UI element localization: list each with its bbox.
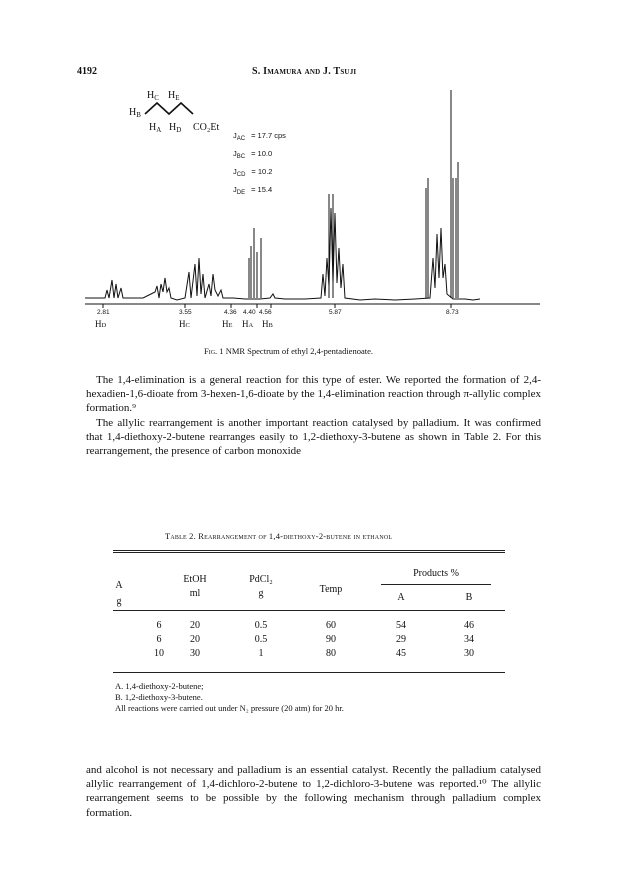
paragraph-closing: and alcohol is not necessary and palladium is an essential catalyst. Recently the palladium catalysed allylic rearrangement of 1,4-dichloro-2-butene to 1,2-dichloro-3-butene was reported.¹⁰ The allylic rearrangement seems to be possible by the following mechanism through palladium complex formation. [86, 764, 541, 819]
tick-3-55: 3.55 [179, 309, 192, 316]
ethyl-pentadienoate-structure [145, 103, 193, 114]
figure-caption-label: Fig. 1 [204, 346, 224, 356]
table-note-conditions: All reactions were carried out under N₂ pressure (20 atm) for 20 hr. [115, 703, 344, 713]
peak-label-ha: HA [242, 319, 254, 329]
running-head: S. Imamura and J. Tsuji [252, 66, 357, 77]
label-hb: $H_B$ [129, 107, 141, 119]
tick-4-36: 4.36 [224, 309, 237, 316]
table-note-b: B. 1,2-diethoxy-3-butene. [115, 692, 203, 702]
coupling-jde: $J_{DE} = 15.4$ [233, 185, 273, 196]
col-head-g: g [116, 596, 122, 607]
col-head-pdcl2: PdCl₂ [249, 574, 273, 585]
tick-5-87: 5.87 [329, 309, 342, 316]
label-hd: $H_D$ [169, 122, 182, 134]
table-2: A g EtOH ml PdCl₂ g Temp Products % A B 6 20 0.5 60 54 46 6 20 0.5 90 29 34 10 30 1 80 45 30 [113, 550, 505, 710]
figure-caption [204, 346, 373, 356]
tick-8-73: 8.73 [446, 309, 459, 316]
coupling-jcd: $J_{CD} = 10.2$ [233, 167, 273, 178]
paragraph-rearrangement: The allylic rearrangement is another important reaction catalysed by palladium. It was confirmed that 1,4-diethoxy-2-butene rearranges easily to 1,2-diethoxy-3-butene as shown in Table 2. For this rearrangement, the presence of carbon monoxide [86, 416, 541, 458]
col-head-etoh: EtOH [183, 574, 207, 585]
coupling-jbc: $J_{BC} = 10.0$ [233, 149, 273, 160]
tick-4-40: 4.40 [243, 309, 256, 316]
col-head-a: A [115, 580, 123, 591]
peak-label-hc: HC [179, 319, 190, 329]
col-head-temp: Temp [319, 584, 343, 595]
body-text-bottom [86, 763, 541, 820]
coupling-jac: $J_{AC} = 17.7$ cps [233, 131, 286, 142]
tick-2-81: 2.81 [97, 309, 110, 316]
col-head-product-b: B [465, 592, 473, 603]
peak-label-he: HE [222, 319, 233, 329]
table-caption: Table 2. Rearrangement of 1,4-diethoxy-2-butene in ethanol [165, 531, 393, 541]
peak-label-hb: HB [262, 319, 273, 329]
col-head-products: Products % [413, 568, 459, 579]
body-text-top [86, 373, 541, 458]
col-head-etoh-unit: ml [189, 588, 201, 599]
paragraph-elimination: The 1,4-elimination is a general reaction for this type of ester. We reported the formation of 2,4-hexadien-1,6-dioate from 3-hexen-1,6-dioate by the 1,4-elimination reaction through π-allylic complex formation.⁹ [86, 374, 541, 415]
col-head-product-a: A [397, 592, 405, 603]
page-number: 4192 [77, 66, 97, 77]
coupling-constants [233, 131, 286, 196]
nmr-spectrum-figure [85, 78, 545, 348]
spectrum-trace [85, 90, 480, 300]
table-notes [115, 681, 344, 714]
peak-labels [95, 319, 274, 329]
tick-4-56: 4.56 [259, 309, 272, 316]
peak-label-hd: HD [95, 319, 107, 329]
label-he: $H_E$ [168, 90, 180, 102]
table-note-a: A. 1,4-diethoxy-2-butene; [115, 681, 204, 691]
axis-tick-labels [97, 309, 459, 316]
label-ester: CO₂Et [193, 122, 220, 133]
label-ha: $H_A$ [149, 122, 162, 134]
col-head-pdcl2-unit: g [258, 588, 264, 599]
label-hc: $H_C$ [147, 90, 159, 102]
figure-caption-text: NMR Spectrum of ethyl 2,4-pentadienoate. [225, 346, 373, 356]
